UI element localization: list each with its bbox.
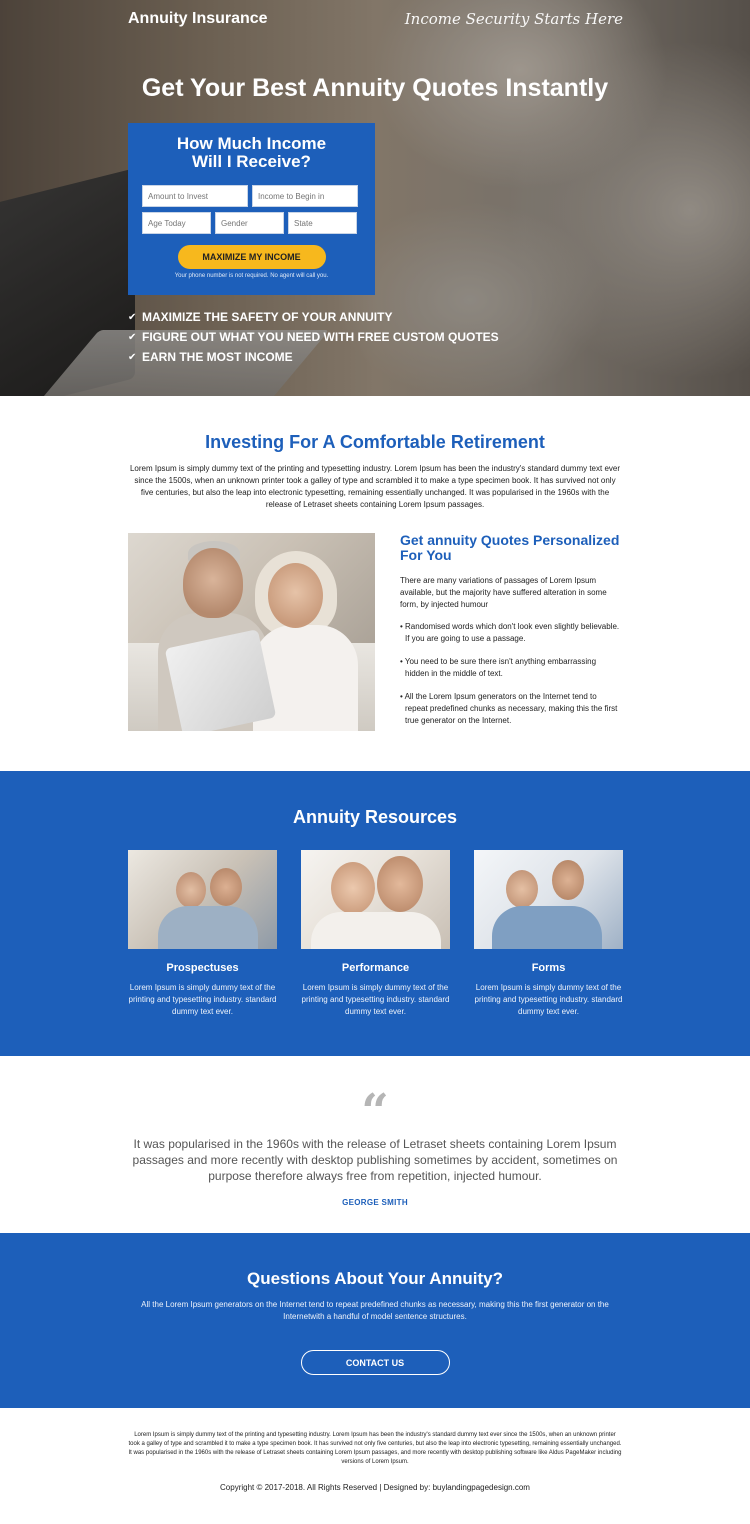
resources-title: Annuity Resources <box>292 807 458 827</box>
photo-person-face <box>268 563 323 628</box>
testimonial-text: It was popularised in the 1960s with the release of Letraset sheets containing Lorem Ipsum passages and more recently with desktop publishing sometimes by accident, sometimes on purpose therefore always free from repetition, injected humour. <box>132 1137 618 1183</box>
hero-tagline: Income Security Starts Here <box>404 10 623 28</box>
photo-person-face <box>552 860 584 900</box>
investing-title: Investing For A Comfortable Retirement <box>205 432 545 452</box>
resource-photo <box>301 850 450 949</box>
testimonial-author: GEORGE SMITH <box>342 1198 408 1207</box>
form-row-1 <box>142 185 361 207</box>
feature-description: There are many variations of passages of Lorem Ipsum available, but the majority have suffered alteration in some form, by injected humour <box>400 576 607 609</box>
check-icon: ✔ <box>128 311 137 323</box>
footer-text: Lorem Ipsum is simply dummy text of the printing and typesetting industry. Lorem Ipsum has been the industry's standard dummy text ever since the 1500s, when an unknown printer took a galley of type and scrambled it to make a type specimen book. It has survived not only five centuries, but also the leap into electronic typesetting, remaining essentially unchanged. It was popularised in the 1960s with the release of Letraset sheets containing Lorem Ipsum passages, and more recently with desktop publishing software like Aldus PageMaker including versions of Lorem Ipsum. <box>128 1432 622 1465</box>
photo-person-face <box>210 868 242 906</box>
feature-title: Get annuity Quotes Personalized For You <box>400 532 620 563</box>
hero-headline: Get Your Best Annuity Quotes Instantly <box>141 74 609 102</box>
benefit-item <box>128 350 499 364</box>
feature-bullet: • You need to be sure there isn't anything embarrassing hidden in the middle of text. <box>400 657 597 678</box>
photo-person-body <box>311 912 441 949</box>
photo-person-face <box>183 548 243 618</box>
resource-text: Lorem Ipsum is simply dummy text of the printing and typesetting industry. standard dummy text ever. <box>301 983 450 1016</box>
questions-text: All the Lorem Ipsum generators on the Internet tend to repeat predefined chunks as necessary, making this the first generator on the Internetwith a handful of model sentence structures. <box>141 1300 609 1321</box>
hero-benefits-list <box>128 310 499 370</box>
benefit-text: EARN THE MOST INCOME <box>142 350 293 364</box>
investing-intro: Lorem Ipsum is simply dummy text of the printing and typesetting industry. Lorem Ipsum has been the industry's standard dummy text ever since the 1500s, when an unknown printer took a galley of type and scrambled it to make a type specimen book. It has survived not only five centuries, but also the leap into electronic typesetting, remaining essentially unchanged. It was popularised in the 1960s with the release of Letraset sheets containing Lorem Ipsum passages. <box>129 464 621 509</box>
income-to-begin-input[interactable] <box>252 185 358 207</box>
photo-person-body <box>492 906 602 949</box>
state-input[interactable] <box>288 212 357 234</box>
resource-photo <box>474 850 623 949</box>
hero-section <box>0 0 750 396</box>
benefit-text: FIGURE OUT WHAT YOU NEED WITH FREE CUSTOM QUOTES <box>142 330 499 344</box>
feature-copy <box>400 533 620 731</box>
resource-name: Prospectuses <box>166 962 239 974</box>
photo-person-body <box>158 906 258 949</box>
contact-us-button[interactable]: CONTACT US <box>301 1350 450 1375</box>
quote-form <box>128 123 375 295</box>
benefit-item <box>128 310 499 324</box>
questions-section <box>0 1233 750 1408</box>
maximize-income-button[interactable]: MAXIMIZE MY INCOME <box>178 245 326 269</box>
brand-logo[interactable]: Annuity Insurance <box>128 10 268 27</box>
gender-input[interactable] <box>215 212 284 234</box>
amount-to-invest-input[interactable] <box>142 185 248 207</box>
photo-person-face <box>377 856 423 912</box>
check-icon: ✔ <box>128 351 137 363</box>
couple-tablet-photo <box>128 533 375 731</box>
resources-section <box>0 771 750 1056</box>
benefit-item <box>128 330 499 344</box>
photo-person-face <box>506 870 538 908</box>
resource-card-forms <box>474 850 623 1018</box>
resource-name: Performance <box>341 962 410 974</box>
feature-bullet: • All the Lorem Ipsum generators on the Internet tend to repeat predefined chunks as necessary, making this the first true generator on the Internet. <box>400 692 618 725</box>
form-row-2 <box>142 212 361 234</box>
feature-bullet: • Randomised words which don't look even slightly believable. If you are going to use a passage. <box>400 622 620 643</box>
quote-icon: “ <box>361 1084 389 1140</box>
resource-card-prospectuses <box>128 850 277 1018</box>
photo-person-face <box>331 862 375 914</box>
copyright: Copyright © 2017-2018. All Rights Reserved | Designed by: buylandingpagedesign.com <box>220 1483 530 1492</box>
photo-tablet <box>165 629 277 731</box>
feature-row <box>128 533 622 731</box>
form-privacy-note: Your phone number is not required. No agent will call you. <box>174 273 329 279</box>
footer <box>0 1408 750 1524</box>
check-icon: ✔ <box>128 331 137 343</box>
photo-person-face <box>176 872 206 908</box>
testimonial-section <box>0 1056 750 1233</box>
resource-card-performance <box>301 850 450 1018</box>
resource-photo <box>128 850 277 949</box>
questions-title: Questions About Your Annuity? <box>247 1269 503 1288</box>
resource-text: Lorem Ipsum is simply dummy text of the printing and typesetting industry. standard dummy text ever. <box>128 983 277 1016</box>
form-title: How Much Income Will I Receive? <box>176 134 327 171</box>
age-today-input[interactable] <box>142 212 211 234</box>
resource-name: Forms <box>531 962 566 974</box>
benefit-text: MAXIMIZE THE SAFETY OF YOUR ANNUITY <box>142 310 393 324</box>
investing-section <box>0 396 750 731</box>
resources-grid <box>0 850 750 1018</box>
resource-text: Lorem Ipsum is simply dummy text of the printing and typesetting industry. standard dummy text ever. <box>474 983 623 1016</box>
